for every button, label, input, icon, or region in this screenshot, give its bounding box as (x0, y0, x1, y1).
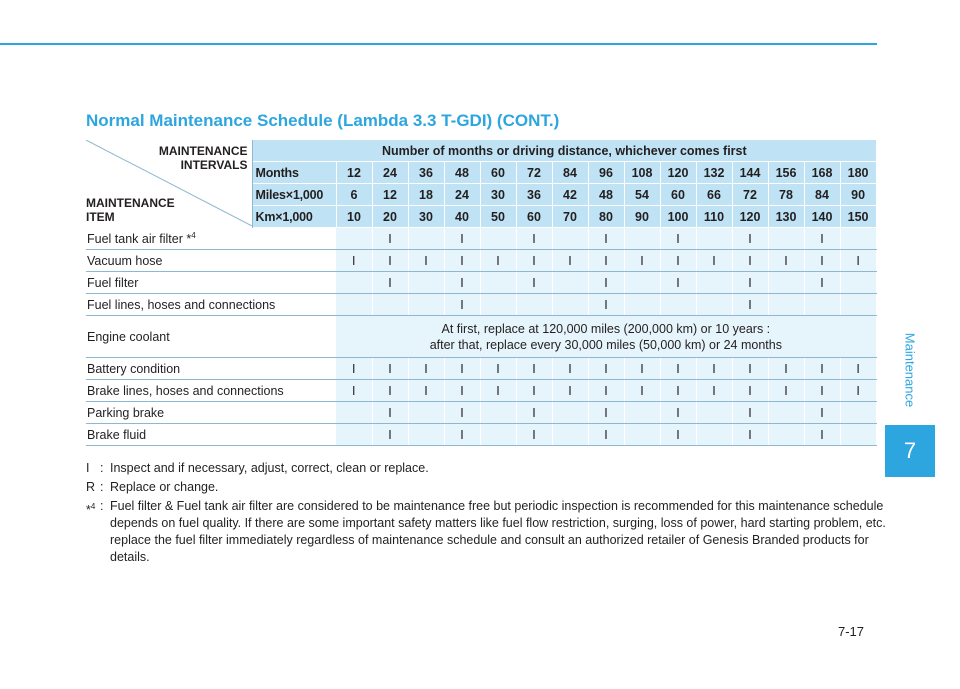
schedule-cell: I (552, 250, 588, 272)
schedule-cell: I (588, 250, 624, 272)
schedule-cell: I (660, 358, 696, 380)
maintenance-table-wrapper (86, 140, 876, 446)
chapter-number-tab: 7 (885, 425, 935, 477)
schedule-cell: I (516, 402, 552, 424)
schedule-cell: I (732, 228, 768, 250)
header-interval-value: 144 (732, 162, 768, 184)
row-item-name (86, 228, 336, 250)
header-interval-value: 40 (444, 206, 480, 228)
schedule-cell: I (696, 358, 732, 380)
header-interval-value: 24 (444, 184, 480, 206)
span-text-line-1: At first, replace at 120,000 miles (200,000 km) or 10 years : (441, 321, 771, 336)
table-row (86, 380, 876, 402)
header-interval-value: 6 (336, 184, 372, 206)
schedule-cell: I (732, 250, 768, 272)
schedule-cell: I (660, 424, 696, 446)
schedule-cell (480, 294, 516, 316)
schedule-cell (696, 294, 732, 316)
header-interval-value: 10 (336, 206, 372, 228)
schedule-cell: I (444, 228, 480, 250)
header-interval-value: 60 (660, 184, 696, 206)
table-row (86, 228, 876, 250)
table-row (86, 358, 876, 380)
schedule-cell (804, 294, 840, 316)
row-item-label: Fuel filter (87, 275, 139, 290)
schedule-cell: I (804, 358, 840, 380)
schedule-cell (696, 424, 732, 446)
schedule-cell: I (588, 272, 624, 294)
schedule-cell: I (408, 380, 444, 402)
schedule-cell (624, 294, 660, 316)
schedule-cell: I (516, 250, 552, 272)
header-interval-value: 120 (660, 162, 696, 184)
schedule-cell: I (768, 250, 804, 272)
schedule-cell (408, 424, 444, 446)
row-item-label: Engine coolant (87, 329, 170, 344)
chapter-label (885, 300, 935, 440)
schedule-cell: I (444, 358, 480, 380)
schedule-cell (768, 424, 804, 446)
schedule-cell: I (336, 358, 372, 380)
header-interval-value: 42 (552, 184, 588, 206)
header-row-label: Km×1,000 (252, 206, 336, 228)
table-row (86, 316, 876, 358)
corner-intervals-label: MAINTENANCE INTERVALS (158, 144, 248, 172)
header-interval-value: 72 (516, 162, 552, 184)
header-interval-value: 100 (660, 206, 696, 228)
schedule-cell: I (624, 358, 660, 380)
table-row (86, 424, 876, 446)
page-number: 7-17 (838, 624, 865, 639)
corner-item-label: MAINTENANCE ITEM (86, 195, 175, 224)
note-colon: : (100, 480, 104, 494)
page-title: Normal Maintenance Schedule (Lambda 3.3 T-GDI) (CONT.) (86, 111, 560, 130)
header-interval-value: 96 (588, 162, 624, 184)
schedule-cell (408, 402, 444, 424)
header-interval-value: 84 (552, 162, 588, 184)
schedule-cell (336, 272, 372, 294)
header-interval-value: 50 (480, 206, 516, 228)
note-key: R (86, 480, 96, 494)
schedule-cell (516, 294, 552, 316)
schedule-cell (768, 272, 804, 294)
schedule-cell (552, 294, 588, 316)
table-row (86, 250, 876, 272)
header-interval-value: 54 (624, 184, 660, 206)
schedule-cell: I (660, 228, 696, 250)
schedule-cell (840, 294, 876, 316)
schedule-cell: I (732, 294, 768, 316)
note-text: Inspect and if necessary, adjust, correct, clean or replace. (110, 461, 429, 475)
note-key: I (86, 461, 90, 475)
schedule-cell: I (372, 380, 408, 402)
schedule-cell: I (660, 380, 696, 402)
schedule-cell: I (444, 380, 480, 402)
header-interval-value: 72 (732, 184, 768, 206)
schedule-cell: I (804, 424, 840, 446)
chapter-label-text: Maintenance (902, 332, 918, 408)
schedule-cell: I (372, 424, 408, 446)
row-item-label: Parking brake (87, 405, 165, 420)
schedule-cell (480, 424, 516, 446)
schedule-cell: I (588, 228, 624, 250)
schedule-cell: I (840, 358, 876, 380)
header-interval-value: 80 (588, 206, 624, 228)
interval-header: Number of months or driving distance, whichever comes first (252, 140, 876, 162)
header-row-label: Miles×1,000 (252, 184, 336, 206)
notes-section (86, 460, 886, 568)
header-interval-value: 70 (552, 206, 588, 228)
row-item-name (86, 316, 336, 358)
schedule-cell: I (408, 358, 444, 380)
note-item (86, 460, 886, 477)
schedule-cell: I (516, 424, 552, 446)
row-item-name (86, 424, 336, 446)
header-interval-value: 90 (840, 184, 876, 206)
note-key-superscript: 4 (90, 502, 96, 511)
schedule-cell: I (372, 228, 408, 250)
header-interval-value: 110 (696, 206, 732, 228)
schedule-cell (408, 272, 444, 294)
table-body (86, 228, 876, 446)
schedule-cell: I (804, 272, 840, 294)
schedule-cell: I (516, 228, 552, 250)
header-interval-value: 66 (696, 184, 732, 206)
schedule-cell (768, 402, 804, 424)
schedule-cell: I (480, 358, 516, 380)
note-text: Fuel filter & Fuel tank air filter are considered to be maintenance free but periodic inspection is recommended for this maintenance schedule depends on fuel quality. If there are some important safety matters like fuel flow restriction, surging, loss of power, hard starting problem, etc. replace the fuel filter immediately regardless of maintenance schedule and consult an authorized retailer of Genesis Branded products for details. (110, 499, 886, 564)
schedule-cell (660, 294, 696, 316)
schedule-cell: I (516, 272, 552, 294)
schedule-cell: I (552, 358, 588, 380)
header-interval-value: 24 (372, 162, 408, 184)
schedule-cell (552, 228, 588, 250)
table-corner-header (86, 140, 252, 228)
schedule-cell: I (696, 380, 732, 402)
schedule-cell (696, 402, 732, 424)
schedule-cell (480, 272, 516, 294)
note-colon: : (100, 461, 104, 475)
header-interval-value: 48 (444, 162, 480, 184)
schedule-cell: I (480, 380, 516, 402)
table-row (86, 272, 876, 294)
header-interval-value: 90 (624, 206, 660, 228)
schedule-cell (768, 228, 804, 250)
note-text: Replace or change. (110, 480, 219, 494)
schedule-span-cell (336, 316, 876, 358)
top-rule (0, 43, 877, 45)
row-item-name (86, 272, 336, 294)
schedule-cell: I (804, 228, 840, 250)
header-interval-value: 12 (336, 162, 372, 184)
schedule-cell: I (768, 380, 804, 402)
schedule-cell: I (768, 358, 804, 380)
schedule-cell (840, 272, 876, 294)
schedule-cell: I (660, 250, 696, 272)
schedule-cell: I (444, 294, 480, 316)
schedule-cell: I (804, 250, 840, 272)
header-interval-value: 120 (732, 206, 768, 228)
schedule-cell (840, 402, 876, 424)
schedule-cell: I (588, 424, 624, 446)
schedule-cell: I (516, 358, 552, 380)
schedule-cell: I (804, 380, 840, 402)
schedule-cell: I (696, 250, 732, 272)
header-interval-value: 60 (480, 162, 516, 184)
schedule-cell (372, 294, 408, 316)
schedule-cell: I (840, 250, 876, 272)
maintenance-schedule-table (86, 140, 877, 446)
schedule-cell (840, 424, 876, 446)
row-item-name (86, 250, 336, 272)
table-row (86, 402, 876, 424)
header-interval-value: 18 (408, 184, 444, 206)
schedule-cell: I (444, 272, 480, 294)
schedule-cell: I (732, 272, 768, 294)
row-item-label: Brake lines, hoses and connections (87, 383, 284, 398)
schedule-cell (336, 402, 372, 424)
header-interval-value: 36 (516, 184, 552, 206)
schedule-cell (696, 272, 732, 294)
schedule-cell: I (840, 380, 876, 402)
header-interval-value: 180 (840, 162, 876, 184)
schedule-cell (552, 424, 588, 446)
schedule-cell: I (588, 294, 624, 316)
schedule-cell (408, 294, 444, 316)
header-interval-value: 130 (768, 206, 804, 228)
schedule-cell: I (336, 250, 372, 272)
header-interval-value: 12 (372, 184, 408, 206)
schedule-cell (624, 272, 660, 294)
row-item-label: Fuel tank air filter * (87, 232, 192, 247)
row-item-name (86, 294, 336, 316)
schedule-cell: I (372, 358, 408, 380)
header-interval-value: 30 (480, 184, 516, 206)
schedule-cell (480, 228, 516, 250)
schedule-cell: I (732, 380, 768, 402)
schedule-cell: I (660, 402, 696, 424)
schedule-cell (624, 228, 660, 250)
schedule-cell (336, 228, 372, 250)
schedule-cell: I (732, 424, 768, 446)
header-interval-value: 140 (804, 206, 840, 228)
header-interval-value: 84 (804, 184, 840, 206)
row-item-name (86, 358, 336, 380)
schedule-cell (840, 228, 876, 250)
schedule-cell (696, 228, 732, 250)
header-interval-value: 48 (588, 184, 624, 206)
schedule-cell: I (444, 424, 480, 446)
schedule-cell: I (516, 380, 552, 402)
table-row (86, 294, 876, 316)
header-row-label: Months (252, 162, 336, 184)
footnote-marker: 4 (191, 230, 196, 240)
row-item-name (86, 380, 336, 402)
row-item-label: Brake fluid (87, 427, 147, 442)
note-item (86, 479, 886, 496)
schedule-cell (336, 424, 372, 446)
schedule-cell (408, 228, 444, 250)
schedule-cell: I (804, 402, 840, 424)
schedule-cell: I (588, 380, 624, 402)
row-item-label: Battery condition (87, 361, 181, 376)
header-interval-value: 108 (624, 162, 660, 184)
header-interval-value: 36 (408, 162, 444, 184)
header-interval-value: 156 (768, 162, 804, 184)
schedule-cell: I (372, 250, 408, 272)
header-interval-value: 168 (804, 162, 840, 184)
note-key: *$^4$ (86, 502, 96, 518)
schedule-cell: I (732, 358, 768, 380)
schedule-cell: I (624, 250, 660, 272)
span-text-line-2: after that, replace every 30,000 miles (50,000 km) or 24 months (429, 337, 782, 352)
schedule-cell (480, 402, 516, 424)
schedule-cell: I (444, 402, 480, 424)
row-item-label: Vacuum hose (87, 253, 163, 268)
header-interval-value: 150 (840, 206, 876, 228)
schedule-cell: I (480, 250, 516, 272)
schedule-cell: I (660, 272, 696, 294)
schedule-cell (336, 294, 372, 316)
schedule-cell: I (444, 250, 480, 272)
header-interval-value: 20 (372, 206, 408, 228)
schedule-cell: I (408, 250, 444, 272)
schedule-cell: I (336, 380, 372, 402)
schedule-cell (624, 424, 660, 446)
schedule-cell (552, 402, 588, 424)
schedule-cell: I (732, 402, 768, 424)
schedule-cell: I (624, 380, 660, 402)
row-item-label: Fuel lines, hoses and connections (87, 297, 276, 312)
schedule-cell: I (588, 402, 624, 424)
header-interval-value: 60 (516, 206, 552, 228)
schedule-cell (768, 294, 804, 316)
schedule-cell: I (588, 358, 624, 380)
note-colon: : (100, 499, 104, 513)
note-item (86, 498, 886, 566)
schedule-cell: I (552, 380, 588, 402)
header-interval-value: 30 (408, 206, 444, 228)
schedule-cell (624, 402, 660, 424)
schedule-cell: I (372, 272, 408, 294)
row-item-name (86, 402, 336, 424)
schedule-cell: I (372, 402, 408, 424)
header-interval-value: 132 (696, 162, 732, 184)
schedule-cell (552, 272, 588, 294)
header-interval-value: 78 (768, 184, 804, 206)
